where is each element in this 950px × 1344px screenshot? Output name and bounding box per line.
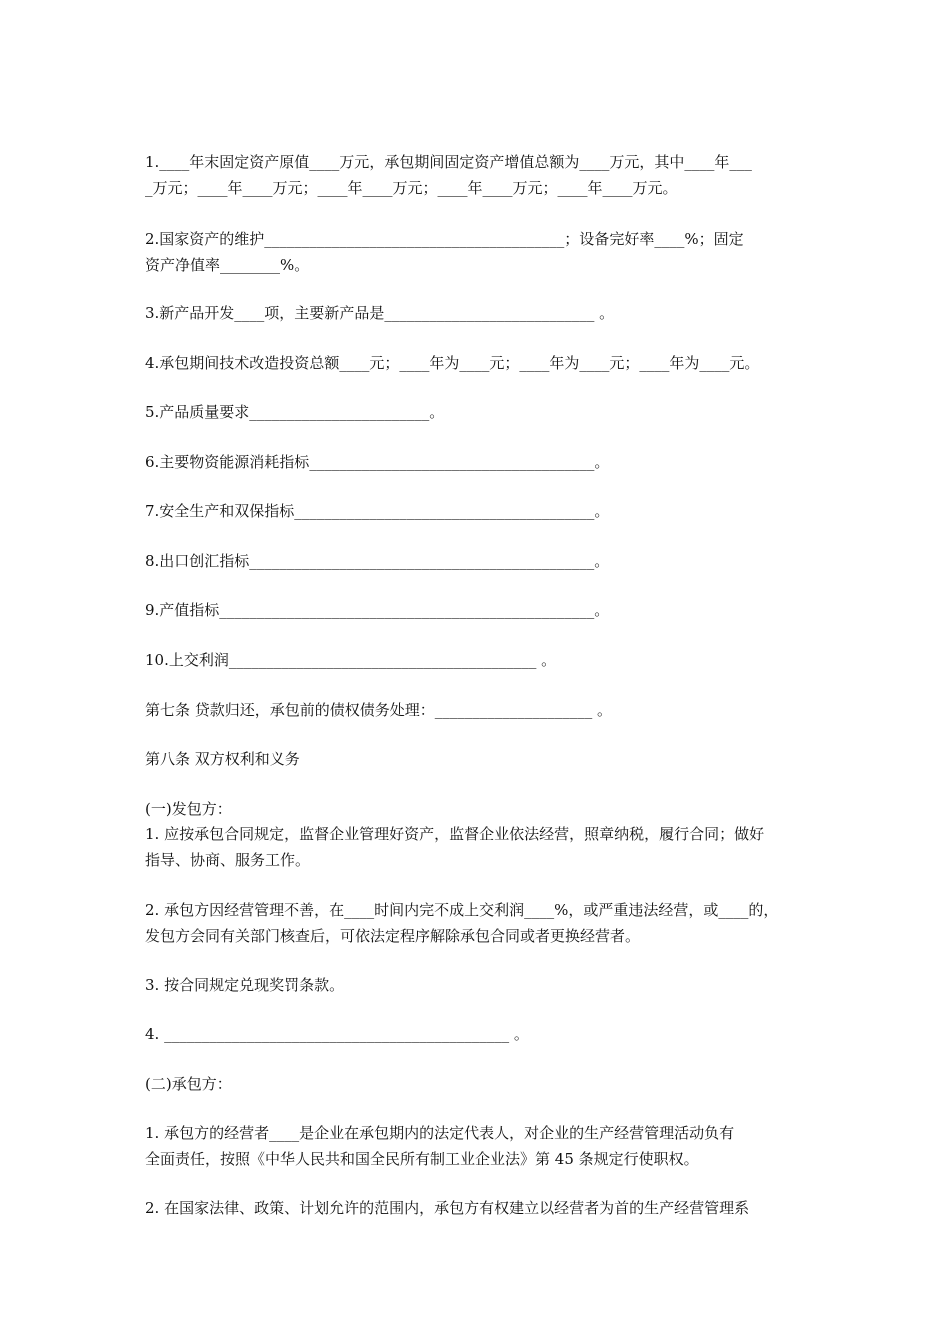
item-3: 3.新产品开发____项，主要新产品是____________________________ 。 — [145, 304, 615, 322]
item-2-line-2: 资产净值率________%。 — [145, 256, 310, 274]
employer-item-4: 4. ______________________________________________ 。 — [145, 1025, 529, 1043]
item-4: 4.承包期间技术改造投资总额____元；____年为____元；____年为____元；____年为____元。 — [145, 354, 760, 372]
employer-item-2-line-2: 发包方会同有关部门核查后，可依法定程序解除承包合同或者更换经营者。 — [145, 927, 641, 945]
employer-item-2-line-1: 2. 承包方因经营管理不善，在____时间内完不成上交利润____%，或严重违法经营，或____的， — [145, 901, 779, 919]
employer-item-1-line-1: 1. 应按承包合同规定，监督企业管理好资产，监督企业依法经营，照章纳税，履行合同；做好 — [145, 825, 765, 843]
item-5: 5.产品质量要求________________________。 — [145, 403, 445, 421]
employer-item-3: 3. 按合同规定兑现奖罚条款。 — [145, 976, 345, 994]
item-1-line-2: _万元；____年____万元；____年____万元；____年____万元；____年____万元。 — [145, 179, 678, 197]
employer-item-1-line-2: 指导、协商、服务工作。 — [145, 851, 311, 869]
contractor-item-1-line-2: 全面责任，按照《中华人民共和国全民所有制工业企业法》第 45 条规定行使职权。 — [145, 1150, 699, 1168]
item-10: 10.上交利润_________________________________________ 。 — [145, 651, 557, 669]
contractor-item-1-line-1: 1. 承包方的经营者____是企业在承包期内的法定代表人，对企业的生产经营管理活动负有 — [145, 1124, 735, 1142]
item-2-line-1: 2.国家资产的维护________________________________________；设备完好率____%；固定 — [145, 230, 744, 248]
section-employer-heading: (一)发包方： — [145, 800, 232, 818]
item-1-line-1: 1.____年末固定资产原值____万元，承包期间固定资产增值总额为____万元，其中____年___ — [145, 153, 752, 171]
section-contractor-heading: (二)承包方： — [145, 1075, 232, 1093]
item-6: 6.主要物资能源消耗指标______________________________________。 — [145, 453, 610, 471]
article-8-heading: 第八条 双方权利和义务 — [145, 750, 300, 768]
item-9: 9.产值指标__________________________________________________。 — [145, 601, 610, 619]
item-8: 8.出口创汇指标______________________________________________。 — [145, 552, 610, 570]
item-7: 7.安全生产和双保指标________________________________________。 — [145, 502, 610, 520]
contractor-item-2-line-1: 2. 在国家法律、政策、计划允许的范围内，承包方有权建立以经营者为首的生产经营管理系 — [145, 1199, 750, 1217]
article-7: 第七条 贷款归还，承包前的债权债务处理：_____________________ 。 — [145, 701, 613, 719]
